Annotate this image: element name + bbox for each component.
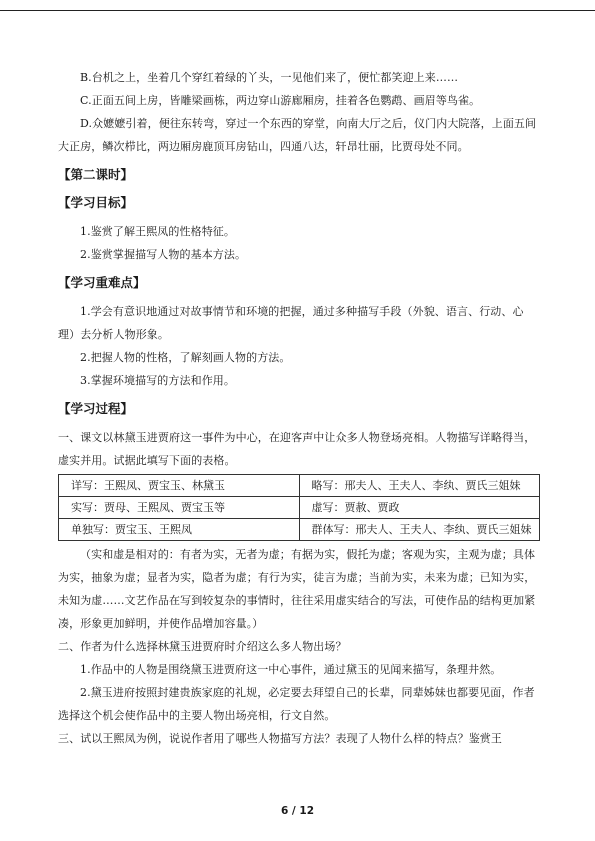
- table-cell: 略写：邢夫人、王夫人、李纨、贾氏三姐妹: [299, 475, 540, 497]
- header-rule: [0, 10, 595, 11]
- question-3: 三、试以王熙凤为例，说说作者用了哪些人物描写方法？表现了人物什么样的特点？鉴赏王: [58, 732, 502, 745]
- paragraph-b: B.台机之上，坐着几个穿红着绿的丫头，一见他们来了，便忙都笑迎上来……: [80, 71, 459, 84]
- table-row: [59, 519, 540, 541]
- note-paragraph: （实和虚是相对的：有者为实，无者为虚；有据为实，假托为虚；客观为实，主观为虚；具体为实，抽象为虚；显者为实，隐者为虚；有行为实，徒言为虚；当前为实，未来为虚；已知为实，未知为虚……文艺作品在写到较复杂的事情时，往往采用虚实结合的写法，可使作品的结构更加紧凑，形象更加鲜明，并使作品增加容量。）: [58, 548, 536, 630]
- question-2-answer: 1.作品中的人物是围绕黛玉进贾府这一中心事件，通过黛玉的见闻来描写，条理井然。: [80, 663, 502, 676]
- document-body: [58, 66, 540, 750]
- paragraph-d: D.众嬷嬷引着，便往东转弯，穿过一个东西的穿堂，向南大厅之后，仪门内大院落，上面五间大正房，鳞次栉比，两边厢房鹿顶耳房钻山，四通八达，轩昂壮丽，比贾母处不同。: [58, 117, 537, 153]
- character-table: [58, 474, 540, 541]
- table-row: [59, 497, 540, 519]
- key-point-item: 2.把握人物的性格，了解刻画人物的方法。: [80, 351, 291, 364]
- table-cell: 群体写：邢夫人、王夫人、李纨、贾氏三姐妹: [299, 519, 540, 541]
- goal-item: 2.鉴赏掌握描写人物的基本方法。: [80, 248, 247, 261]
- question-2-answer: 2.黛玉进府按照封建贵族家庭的礼规，必定要去拜望自己的长辈，同辈姊妹也都要见面，作者选择这个机会使作品中的主要人物出场亮相，行文自然。: [58, 686, 535, 722]
- heading-process: 【学习过程】: [58, 401, 134, 416]
- page-number: 6 / 12: [280, 805, 315, 817]
- process-intro: 一、课文以林黛玉进贾府这一事件为中心，在迎客声中让众多人物登场亮相。人物描写详略得当，虚实并用。试据此填写下面的表格。: [58, 431, 536, 467]
- key-point-item: 1.学会有意识地通过对故事情节和环境的把握，通过多种描写手段（外貌、语言、行动、心理）去分析人物形象。: [58, 305, 524, 341]
- heading-goals: 【学习目标】: [58, 195, 134, 210]
- heading-lesson: 【第二课时】: [58, 167, 134, 182]
- table-cell: 实写：贾母、王熙凤、贾宝玉等: [59, 497, 300, 519]
- goal-item: 1.鉴赏了解王熙凤的性格特征。: [80, 225, 235, 238]
- table-cell: 虚写：贾赦、贾政: [299, 497, 540, 519]
- paragraph-c: C.正面五间上房，皆雕梁画栋，两边穿山游廊厢房，挂着各色鹦鹉、画眉等鸟雀。: [80, 94, 481, 107]
- question-2: 二、作者为什么选择林黛玉进贾府时介绍这么多人物出场？: [58, 640, 347, 653]
- heading-key-points: 【学习重难点】: [58, 275, 146, 290]
- key-point-item: 3.掌握环境描写的方法和作用。: [80, 374, 235, 387]
- table-cell: 详写：王熙凤、贾宝玉、林黛玉: [59, 475, 300, 497]
- table-cell: 单独写：贾宝玉、王熙凤: [59, 519, 300, 541]
- table-row: [59, 475, 540, 497]
